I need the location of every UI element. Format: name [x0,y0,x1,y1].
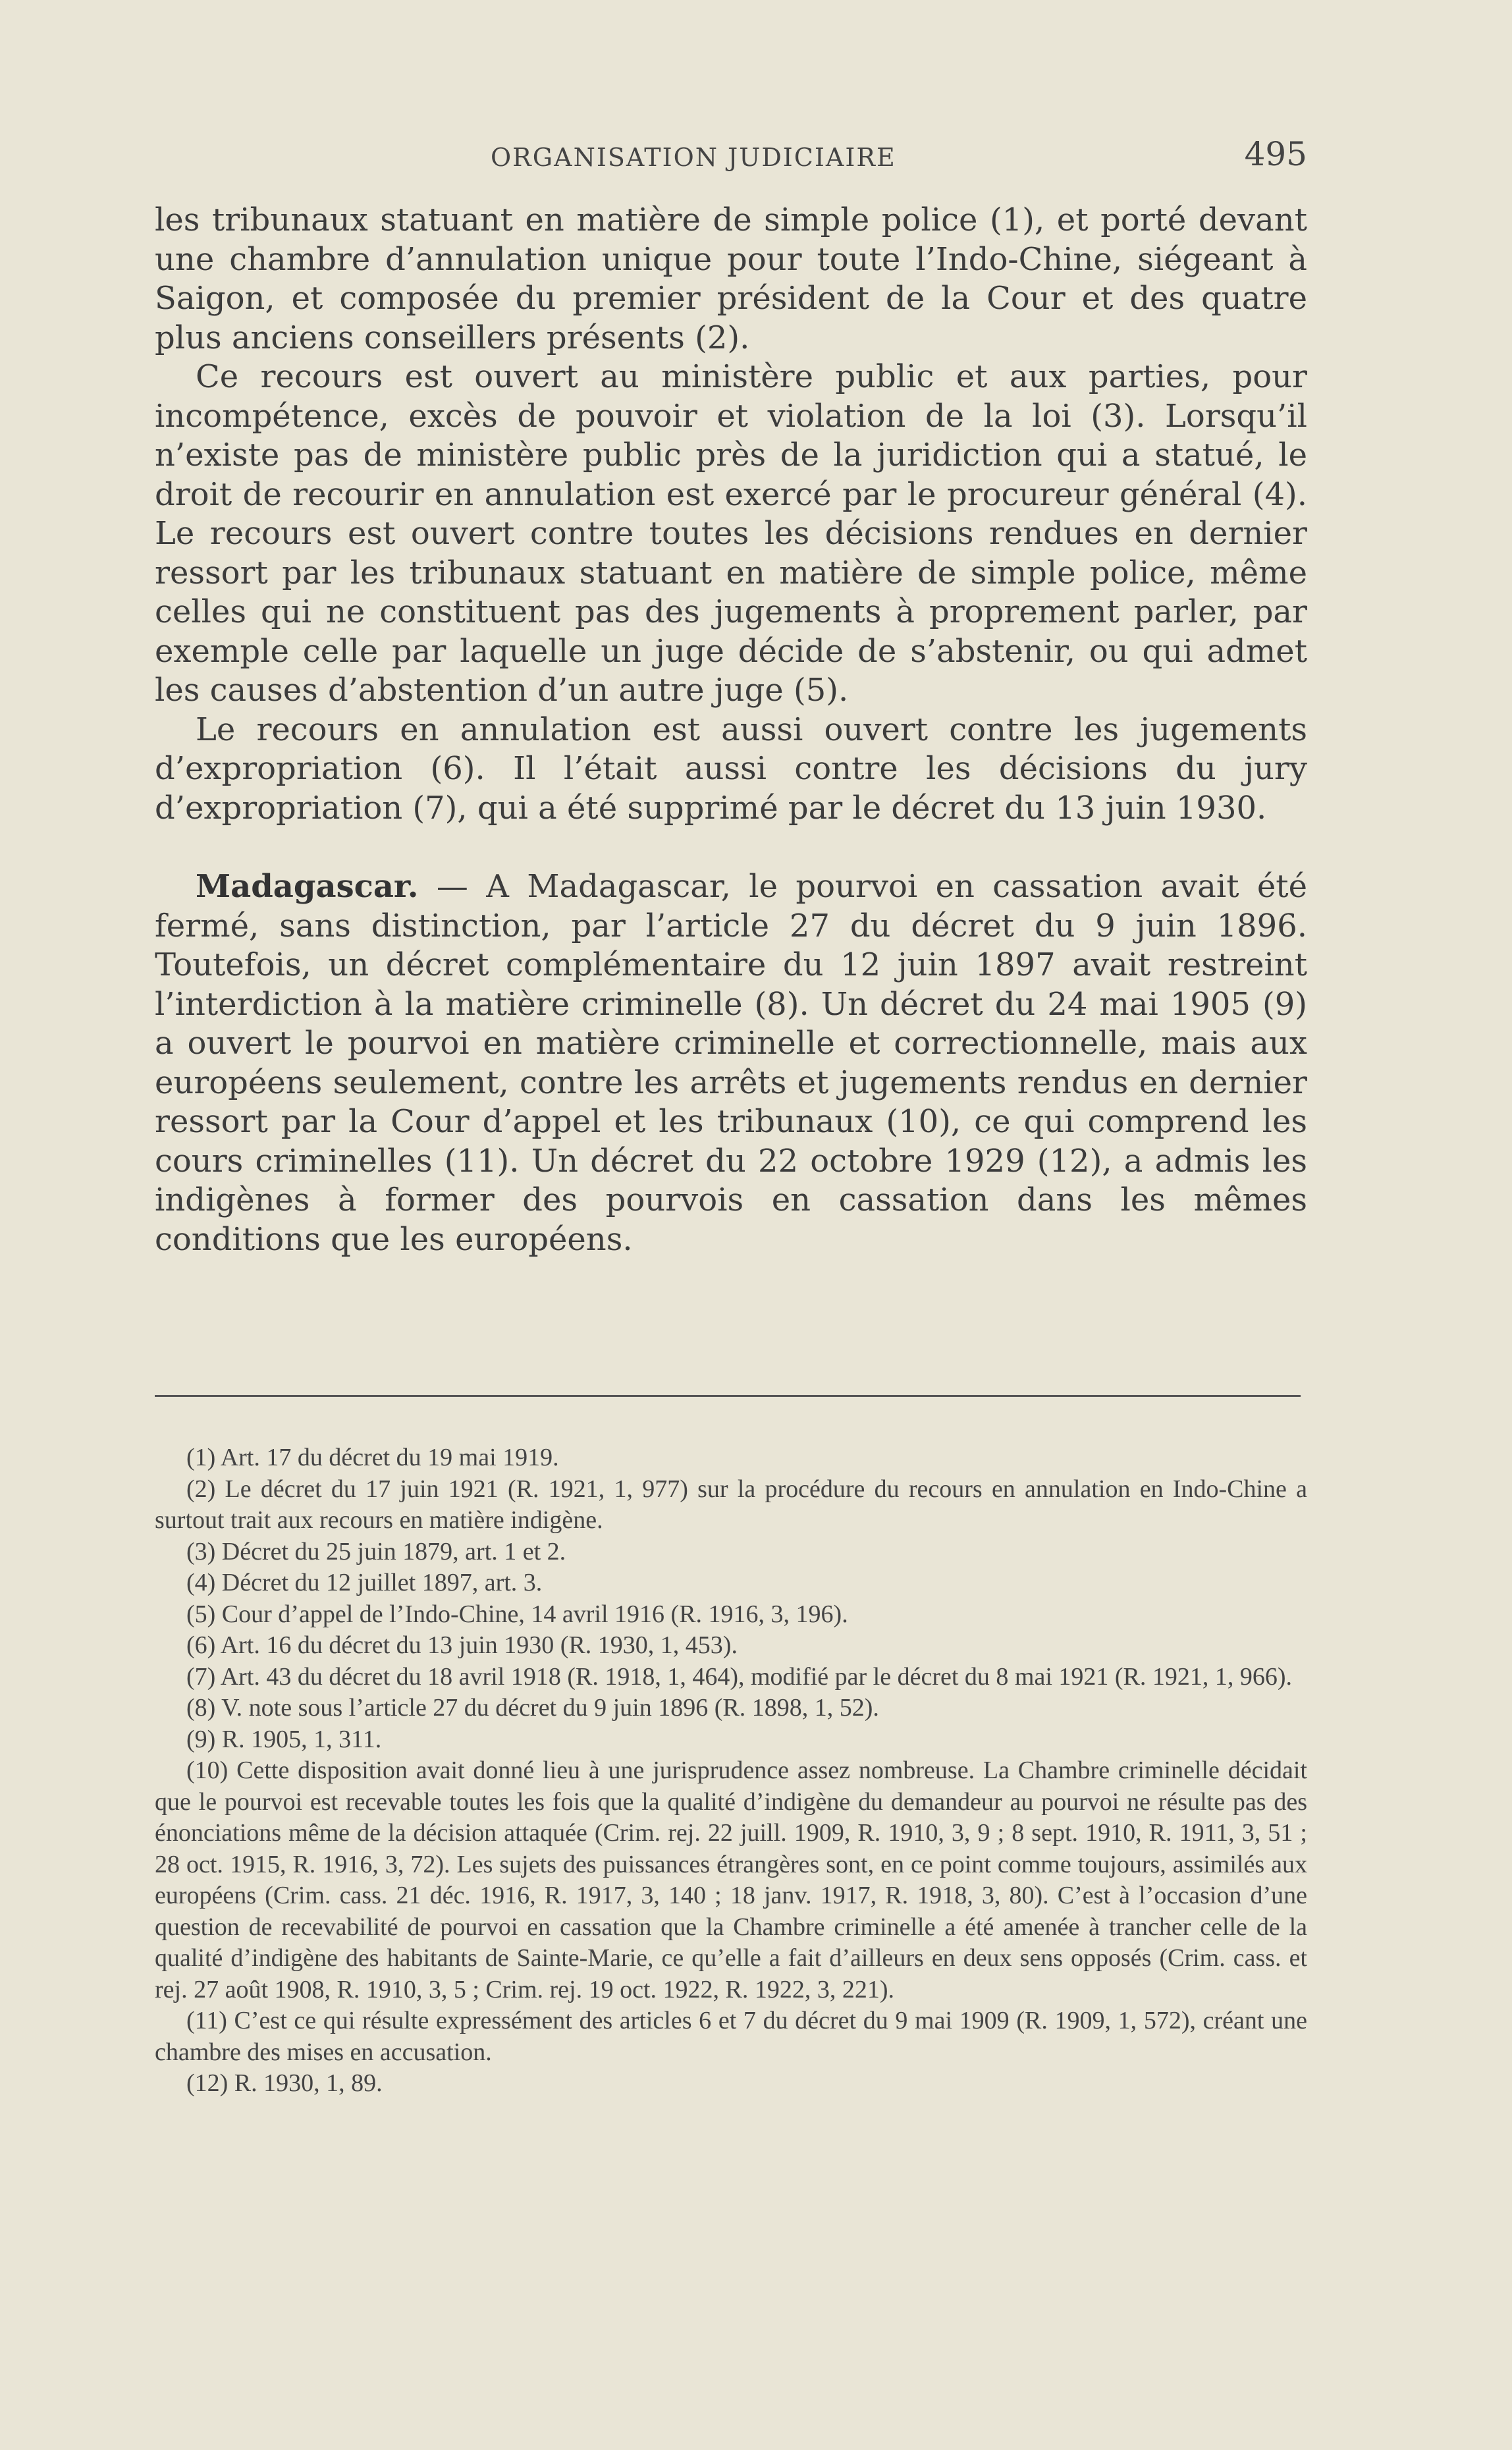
footnote: (1) Art. 17 du décret du 19 mai 1919. [186,1444,559,1471]
paragraph-madagascar [155,867,1307,1259]
footnote-divider [155,1395,1301,1397]
footnote: (11) C’est ce qui résulte expressément des articles 6 et 7 du décret du 9 mai 1909 (R. 1909, 1, 572), créant une chambre des mises en accusation. [155,2007,1307,2066]
main-text [155,201,1307,1259]
page-header [155,135,1307,181]
madagascar-text: — A Madagascar, le pourvoi en cassation avait été fermé, sans distinction, par l’article 27 du décret du 9 juin 1896. Toutefois, un décret complémentaire du 12 juin 1897 avait restreint l’interdiction à la matière criminelle (8). Un décret du 24 mai 1905 (9) a ouvert le pourvoi en matière criminelle et correctionnelle, mais aux européens seulement, contre les arrêts et jugements rendus en dernier ressort par la Cour d’appel et les tribunaux (10), ce qui comprend les cours criminelles (11). Un décret du 22 octobre 1929 (12), a admis les indigènes à former des pourvois en cassation dans les mêmes conditions que les européens. [155,868,1307,1258]
footnote: (7) Art. 43 du décret du 18 avril 1918 (R. 1918, 1, 464), modifié par le décret du 8 mai 1921 (R. 1921, 1, 966). [186,1662,1293,1691]
footnote: (3) Décret du 25 juin 1879, art. 1 et 2. [186,1537,566,1565]
paragraph-expropriation: Le recours en annulation est aussi ouvert contre les jugements d’expropriation (6). Il l’était aussi contre les décisions du jury d’expropriation (7), qui a été supprimé par le décret du 13 juin 1930. [155,711,1307,827]
paragraph-recours: Ce recours est ouvert au ministère public et aux parties, pour incompétence, excès de pouvoir et violation de la loi (3). Lorsqu’il n’existe pas de ministère public près de la juridiction qui a statué, le droit de recourir en annulation est exercé par le procureur général (4). Le recours est ouvert contre toutes les décisions rendues en dernier ressort par les tribunaux statuant en matière de simple police, même celles qui ne constituent pas des jugements à proprement parler, par exemple celle par laquelle un juge décide de s’abstenir, ou qui admet les causes d’abstention d’un autre juge (5). [155,358,1307,709]
footnote: (4) Décret du 12 juillet 1897, art. 3. [186,1569,543,1596]
footnote: (6) Art. 16 du décret du 13 juin 1930 (R. 1930, 1, 453). [186,1631,738,1659]
footnotes [155,1442,1307,2100]
section-title-madagascar: Madagascar. [196,868,419,905]
footnote: (2) Le décret du 17 juin 1921 (R. 1921, 1, 977) sur la procédure du recours en annulation en Indo-Chine a surtout trait aux recours en matière indigène. [155,1475,1307,1534]
paragraph-indochine-continuation: les tribunaux statuant en matière de simple police (1), et porté devant une chambre d’annulation unique pour toute l’Indo-Chine, siégeant à Saigon, et composée du premier président de la Cour et des quatre plus anciens conseillers présents (2). [155,202,1307,356]
footnote: (9) R. 1905, 1, 311. [186,1725,382,1753]
footnote: (5) Cour d’appel de l’Indo-Chine, 14 avril 1916 (R. 1916, 3, 196). [186,1600,848,1628]
running-title: ORGANISATION JUDICIAIRE [491,143,896,172]
footnote: (8) V. note sous l’article 27 du décret du 9 juin 1896 (R. 1898, 1, 52). [186,1694,879,1722]
footnote: (12) R. 1930, 1, 89. [186,2069,383,2097]
footnote: (10) Cette disposition avait donné lieu à une jurisprudence assez nombreuse. La Chambre criminelle décidait que le pourvoi est recevable toutes les fois que la qualité d’indigène du demandeur au pourvoi ne résulte pas des énonciations même de la décision attaquée (Crim. rej. 22 juill. 1909, R. 1910, 3, 9 ; 8 sept. 1910, R. 1911, 3, 51 ; 28 oct. 1915, R. 1916, 3, 72). Les sujets des puissances étrangères sont, en ce point comme toujours, assimilés aux européens (Crim. cass. 21 déc. 1916, R. 1917, 3, 140 ; 18 janv. 1917, R. 1918, 3, 80). C’est à l’occasion d’une question de recevabilité de pourvoi en cassation que la Chambre criminelle a été amenée à trancher celle de la qualité d’indigène des habitants de Sainte-Marie, ce qu’elle a fait d’ailleurs en deux sens opposés (Crim. cass. et rej. 27 août 1908, R. 1910, 3, 5 ; Crim. rej. 19 oct. 1922, R. 1922, 3, 221). [155,1756,1307,2003]
page-number: 495 [1244,135,1307,173]
